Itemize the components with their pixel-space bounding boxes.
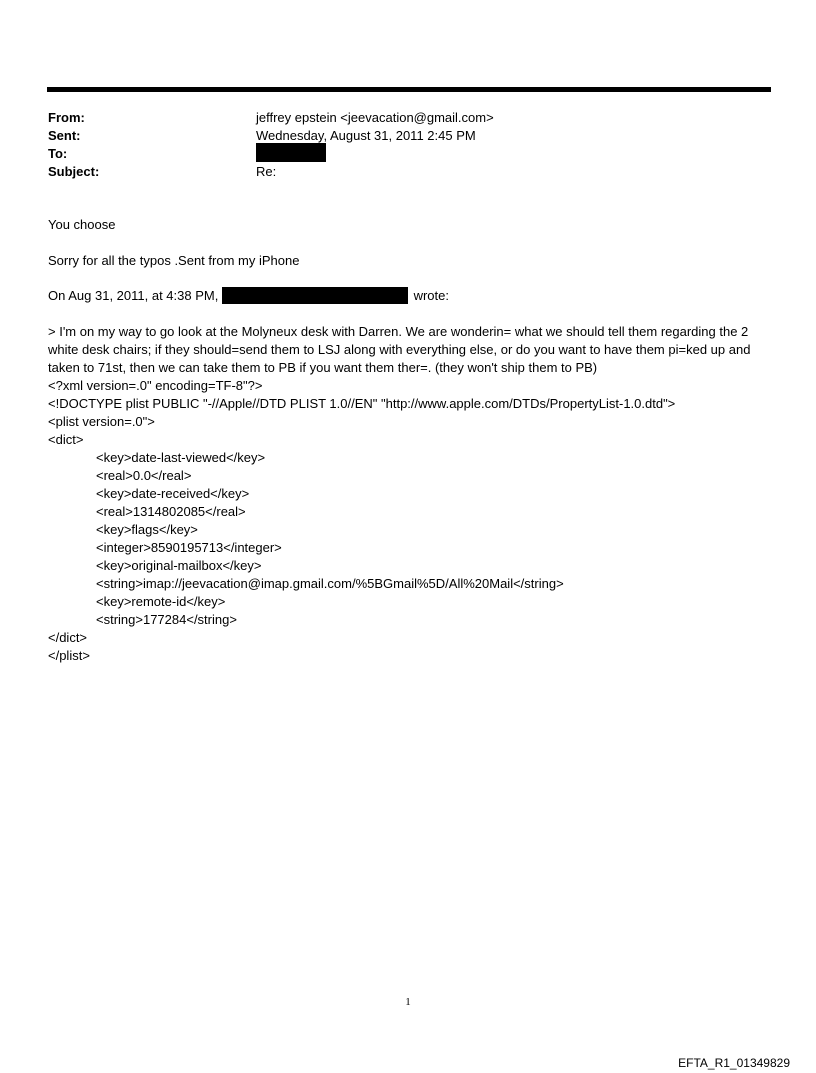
to-value-redacted <box>256 143 326 162</box>
signature-block <box>48 252 778 270</box>
quoted-message <box>48 323 778 665</box>
dict-line: <key>remote-id</key> <box>96 594 226 609</box>
quote-suffix: wrote: <box>413 288 449 303</box>
dict-line: <key>original-mailbox</key> <box>96 558 262 573</box>
subject-value: Re: <box>256 164 277 179</box>
close-line: </plist> <box>48 648 90 663</box>
dict-line: <string>177284</string> <box>96 612 237 627</box>
header-rule <box>47 87 771 92</box>
message-body <box>48 216 778 234</box>
sent-label: Sent: <box>48 128 81 143</box>
xml-line: <dict> <box>48 432 84 447</box>
from-value: jeffrey epstein <jeevacation@gmail.com> <box>256 110 494 125</box>
dict-line: <integer>8590195713</integer> <box>96 540 282 555</box>
quote-prefix: On Aug 31, 2011, at 4:38 PM, <box>48 288 219 303</box>
dict-line: <key>date-received</key> <box>96 486 250 501</box>
dict-line: <string>imap://jeevacation@imap.gmail.com/%5BGmail%5D/All%20Mail</string> <box>96 576 564 591</box>
xml-line: <?xml version=.0" encoding=TF-8"?> <box>48 378 263 393</box>
subject-label: Subject: <box>48 164 100 179</box>
dict-line: <key>date-last-viewed</key> <box>96 450 266 465</box>
dict-line: <real>1314802085</real> <box>96 504 246 519</box>
redaction-box <box>222 287 408 304</box>
quoted-paragraph: > I'm on my way to go look at the Molyneux desk with Darren. We are wonderin= what we should tell them regarding the 2 white desk chairs; if they should=send them to LSJ along with everything else, or do you want to have them pi=ked up and taken to 71st, then we can take them to PB if you want them ther=. (they won't ship them to PB) <box>48 324 751 375</box>
dict-line: <real>0.0</real> <box>96 468 192 483</box>
dict-line: <key>flags</key> <box>96 522 198 537</box>
redaction-box <box>256 143 326 162</box>
reply-line: You choose <box>48 217 116 232</box>
close-line: </dict> <box>48 630 88 645</box>
sent-value: Wednesday, August 31, 2011 2:45 PM <box>256 128 476 143</box>
xml-line: <plist version=.0"> <box>48 414 155 429</box>
xml-line: <!DOCTYPE plist PUBLIC "-//Apple//DTD PLIST 1.0//EN" "http://www.apple.com/DTDs/PropertyList-1.0.dtd"> <box>48 396 676 411</box>
from-label: From: <box>48 110 85 125</box>
quote-header <box>48 287 778 305</box>
signature-line: Sorry for all the typos .Sent from my iPhone <box>48 253 300 268</box>
document-id: EFTA_R1_01349829 <box>678 1056 790 1070</box>
to-label: To: <box>48 146 68 161</box>
page-number: 1 <box>405 996 411 1008</box>
